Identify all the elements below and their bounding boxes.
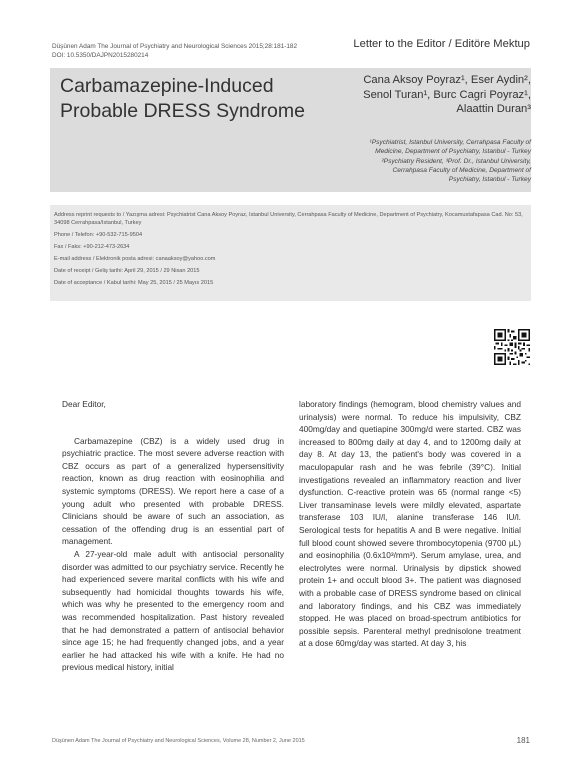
phone: Phone / Telefon: +90-532-715-9504 <box>54 232 143 238</box>
affil-line: Cerrahpasa Faculty of Medicine, Department of <box>392 166 531 174</box>
reprint-address: Address reprint requests to / Yazışma adresi: Psychiatrist Cana Aksoy Poyraz, Istanbul University, Cerrahpasa Faculty of Medicine, Department of Psychiatry, Kocamustafapasa Cad. No: 53, 34098 Cerrahpasa/Istanbul, Turkey <box>54 212 523 226</box>
receipt-date: Date of receipt / Geliş tarihi: April 29, 2015 / 29 Nisan 2015 <box>54 268 200 274</box>
doi-line: DOI: 10.5350/DAJPN2015280214 <box>52 52 149 59</box>
body-paragraph: Carbamazepine (CBZ) is a widely used drug in psychiatric practice. The most severe adverse reaction with CBZ occurs as part of a generalized hypersensitivity reaction, known as drug reaction with eosinophilia and systemic symptoms (DRESS). We report here a case of a young adult who presented with probable DRESS. Clinicians should be aware of such an association, as cessation of the offending drug is an essential part of management. <box>62 435 284 547</box>
correspondence-info <box>54 211 528 291</box>
body-paragraph: A 27-year-old male adult with antisocial personality disorder was admitted to our psychiatry service. Recently he had experienced severe marital conflicts with his wife and subsequently had homicidal thoughts towards his wife, which was why he presented to the emergency room and was recommended hospitalization. Past history revealed that he had demonstrated a pattern of antisocial behavior since age 15; he had frequently changed jobs, and a year earlier he had attacked his wife with a knife. He had no previous medical history, initial <box>62 548 284 673</box>
affil-line: Medicine, Department of Psychiatry, Istanbul - Turkey <box>375 148 531 156</box>
affiliations <box>318 138 531 184</box>
authors-line: Senol Turan¹, Burc Cagri Poyraz¹, <box>363 88 531 101</box>
article-title <box>60 74 310 124</box>
acceptance-date: Date of acceptance / Kabul tarihi: May 25, 2015 / 25 Mayıs 2015 <box>54 280 214 286</box>
affil-line: Psychiatry, Istanbul - Turkey <box>448 176 531 184</box>
affil-line: ²Psychiatry Resident, ³Prof. Dr., Istanbul University, <box>381 157 531 165</box>
title-line: Carbamazepine-Induced <box>60 75 274 97</box>
title-line: Probable DRESS Syndrome <box>60 100 305 122</box>
email-address[interactable]: E-mail address / Elektronik posta adresi: canaaksoy@yahoo.com <box>54 256 216 262</box>
affil-line: ¹Psychiatrist, Istanbul University, Cerrahpasa Faculty of <box>369 139 531 146</box>
salutation: Dear Editor, <box>62 399 106 409</box>
section-label: Letter to the Editor / Editöre Mektup <box>353 38 530 50</box>
authors-line: Alaattin Duran³ <box>456 103 531 115</box>
body-paragraph: laboratory findings (hemogram, blood chemistry values and urinalysis) were normal. To reduce his impulsivity, CBZ 400mg/day and quetiapine 300mg/d were started. CBZ was increased to 800mg daily at day 4, and to 1200mg daily at day 8. At day 13, the patient's body was covered in a maculopapular rash and he was febrile (39°C). Initial investigations revealed an inflammatory reaction and liver dysfunction. C-reactive protein was 65 (normal range <5) Liver transaminase levels were mildly elevated, aspartate transferase 103 IU/l, alanine transferase 146 IU/l. Serological tests for hepatitis A and B were negative. Initial full blood count showed severe thrombocytopenia (9700 μL) and eosinophilia (0.6x10³/mm³). Serum amylase, urea, and electrolytes were normal. Urinalysis by dipstick showed protein 1+ and occult blood 3+. The patient was diagnosed with a probable case of DRESS syndrome based on clinical and laboratory findings, and his CBZ was immediately stopped. He was placed on broad-spectrum antibiotics for possible sepsis. Parenteral methyl prednisolone treatment at a dose 60mg/day was started. At day 3, his <box>299 399 521 649</box>
page-number: 181 <box>516 736 530 745</box>
journal-line: Düşünen Adam The Journal of Psychiatry and Neurological Sciences 2015;28:181-182 <box>52 43 298 50</box>
fax: Fax / Faks: +90-212-473-2634 <box>54 244 130 250</box>
body-column-left <box>62 398 284 674</box>
footer-citation: Düşünen Adam The Journal of Psychiatry and Neurological Sciences, Volume 28, Number 2, June 2015 <box>52 738 305 744</box>
journal-citation <box>52 42 297 60</box>
body-column-right <box>299 398 521 650</box>
authors-line: Cana Aksoy Poyraz¹, Eser Aydin², <box>363 74 531 86</box>
qr-code-icon <box>494 329 530 365</box>
author-list <box>315 73 531 117</box>
